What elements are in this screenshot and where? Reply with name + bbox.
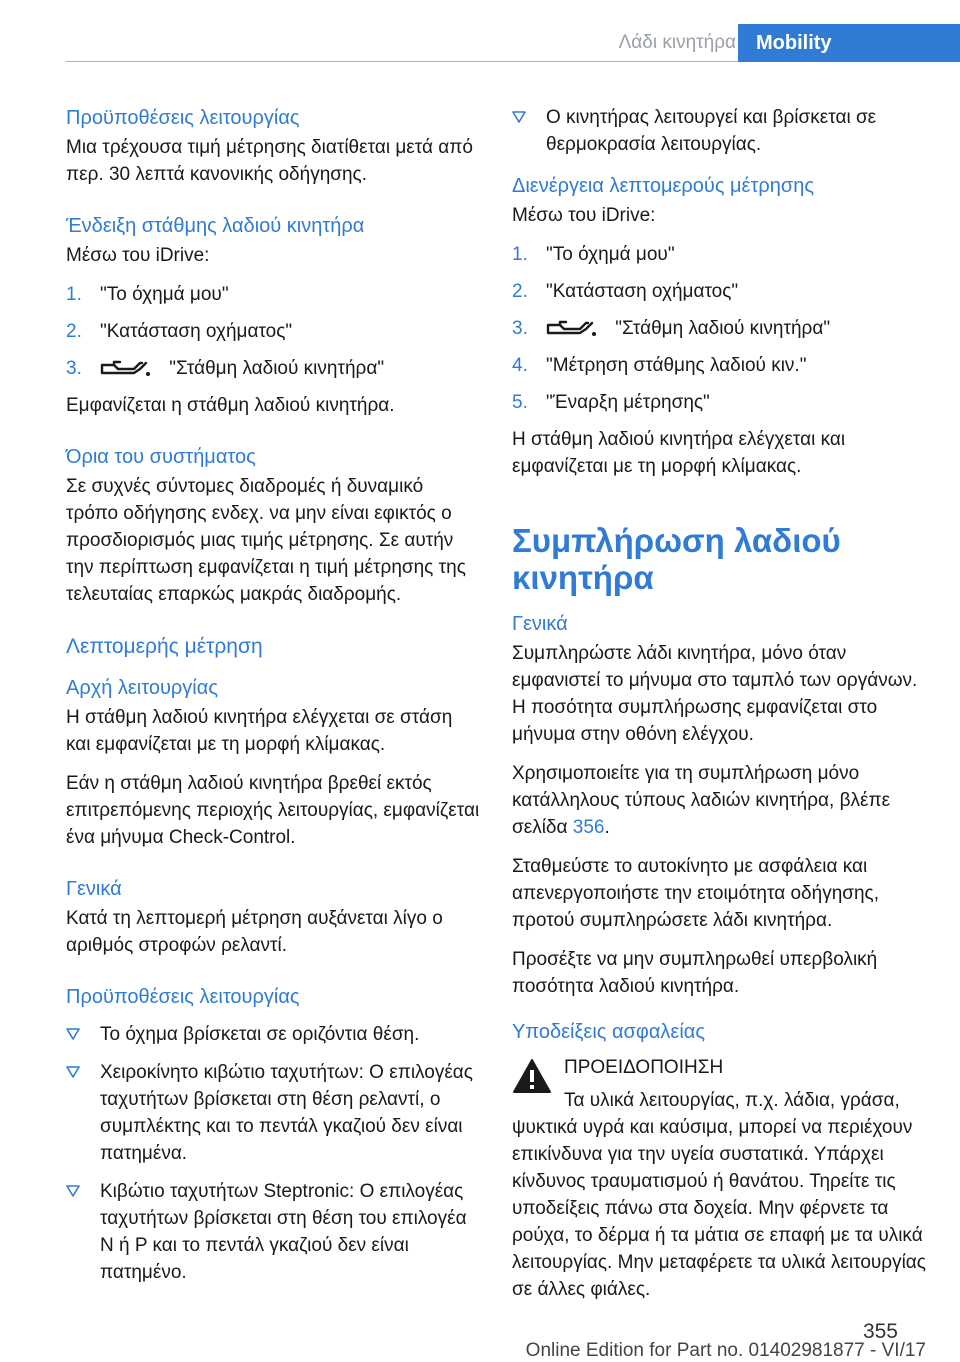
page-footer — [0, 1320, 960, 1360]
list-item — [512, 278, 926, 305]
step-number: 1. — [512, 244, 528, 265]
paragraph-prerequisites: Μια τρέχουσα τιμή μέτρησης διατίθεται μετά από περ. 30 λεπτά κανονικής οδήγησης. — [66, 137, 473, 185]
paragraph-general-2 — [512, 760, 926, 841]
heading-general: Γενικά — [66, 878, 122, 900]
step-text: "Το όχημά μου" — [546, 244, 675, 265]
steps-list — [512, 241, 926, 416]
list-item — [512, 315, 926, 342]
paragraph-general-4: Προσέξτε να μην συμπληρωθεί υπερβολική ποσότητα λαδιού κινητήρα. — [512, 949, 878, 997]
heading-perform-measurement: Διενέργεια λεπτομερούς μέτρησης — [512, 175, 814, 197]
list-item — [512, 389, 926, 416]
warning-triangle-icon — [512, 1058, 552, 1094]
warning-block — [512, 1054, 926, 1303]
paragraph-level-checked: Η στάθμη λαδιού κινητήρα ελέγχεται και εμφανίζεται με τη μορφή κλίμακας. — [512, 429, 846, 477]
paragraph-via-idrive: Μέσω του iDrive: — [66, 245, 210, 266]
step-text: "Έναρξη μέτρησης" — [546, 392, 710, 413]
step-text: "Κατάσταση οχήματος" — [100, 321, 293, 342]
heading-principle: Αρχή λειτουργίας — [66, 677, 218, 699]
heading-general: Γενικά — [512, 613, 568, 635]
list-item — [66, 355, 480, 382]
steps-list — [66, 281, 480, 382]
list-item — [512, 352, 926, 379]
page-number: 355 — [862, 1320, 898, 1343]
step-text: "Κατάσταση οχήματος" — [546, 281, 739, 302]
list-item — [66, 1178, 480, 1286]
paragraph-principle-2: Εάν η στάθμη λαδιού κινητήρα βρεθεί εκτός επιτρεπόμενης περιοχής λειτουργίας, εμφανίζεται ένα μήνυμα Check-Control. — [66, 773, 480, 848]
list-item — [512, 241, 926, 268]
heading-prerequisites: Προϋποθέσεις λειτουργίας — [66, 107, 300, 129]
heading-prerequisites-2: Προϋποθέσεις λειτουργίας — [66, 986, 300, 1008]
bullet-text: Κιβώτιο ταχυτήτων Steptronic: Ο επιλογέας ταχυτήτων βρίσκεται στη θέση του επιλογέα N ή P και το πεντάλ γκαζιού δεν είναι πατημένο. — [100, 1181, 467, 1283]
warning-text-first: Τα υλικά λειτουργίας, π.χ. λάδια, γράσα, — [564, 1090, 900, 1111]
triangle-bullet-icon — [66, 1184, 80, 1198]
warning-title: ΠΡΟΕΙΔΟΠΟΙΗΣΗ — [564, 1057, 724, 1078]
paragraph-general-3: Σταθμεύστε το αυτοκίνητο με ασφάλεια και απενεργοποιήστε την ετοιμότητα οδήγησης, προτού συμπληρώσετε λάδι κινητήρα. — [512, 856, 879, 931]
bullet-text: Ο κινητήρας λειτουργεί και βρίσκεται σε θερμοκρασία λειτουργίας. — [546, 107, 877, 155]
step-text: "Στάθμη λαδιού κινητήρα" — [169, 358, 385, 379]
step-number: 5. — [512, 392, 528, 413]
header-chapter-tab[interactable]: Mobility — [738, 24, 960, 62]
bullet-text: Χειροκίνητο κιβώτιο ταχυτήτων: Ο επιλογέας ταχυτήτων βρίσκεται στη θέση ρελαντί, ο συμπλέκτης και το πεντάλ γκαζιού δεν είναι πατημένα. — [100, 1062, 473, 1164]
left-column — [66, 104, 480, 1298]
list-item — [512, 104, 926, 158]
list-item — [66, 281, 480, 308]
heading-system-limits: Όρια του συστήματος — [66, 446, 256, 468]
triangle-bullet-icon — [66, 1065, 80, 1079]
step-number: 4. — [512, 355, 528, 376]
list-item — [66, 318, 480, 345]
triangle-bullet-icon — [66, 1027, 80, 1041]
header-section-title: Λάδι κινητήρα — [618, 32, 736, 53]
paragraph-system-limits: Σε συχνές σύντομες διαδρομές ή δυναμικό τρόπο οδήγησης ενδεχ. να μην είναι εφικτός ο προσδιορισμός μιας τιμής μέτρησης. Σε αυτήν την περίπτωση εμφανίζεται η τιμή μέτρησης της τελευταίας επαρκώς μακράς διαδρομής. — [66, 476, 466, 605]
page-link[interactable]: 356 — [572, 817, 605, 838]
paragraph-via-idrive: Μέσω του iDrive: — [512, 205, 656, 226]
list-item — [66, 1059, 480, 1167]
page-header — [66, 24, 960, 62]
step-number: 3. — [512, 318, 528, 339]
paragraph-general-1: Συμπληρώστε λάδι κινητήρα, μόνο όταν εμφανιστεί το μήνυμα στο ταμπλό των οργάνων. Η ποσότητα συμπλήρωσης εμφανίζεται στο μήνυμα στην οθόνη ελέγχου. — [512, 643, 918, 745]
step-text: "Το όχημά μου" — [100, 284, 229, 305]
bullet-text: Το όχημα βρίσκεται σε οριζόντια θέση. — [100, 1024, 420, 1045]
step-number: 2. — [66, 321, 82, 342]
paragraph-principle-1: Η στάθμη λαδιού κινητήρα ελέγχεται σε στάση και εμφανίζεται με τη μορφή κλίμακας. — [66, 707, 453, 755]
paragraph-text: . — [604, 817, 610, 838]
step-text: "Στάθμη λαδιού κινητήρα" — [615, 318, 831, 339]
bullet-list — [66, 1021, 480, 1286]
heading-oil-topup: Συμπλήρωση λαδιού κινητήρα — [512, 522, 841, 596]
paragraph-text: Χρησιμοποιείτε για τη συμπλήρωση μόνο κατάλληλους τύπους λαδιών κινητήρα, βλέπε σελίδα — [512, 763, 891, 838]
paragraph-level-shown: Εμφανίζεται η στάθμη λαδιού κινητήρα. — [66, 395, 395, 416]
step-number: 1. — [66, 284, 82, 305]
right-column — [512, 104, 926, 1303]
heading-safety: Υποδείξεις ασφαλείας — [512, 1021, 705, 1043]
step-number: 3. — [66, 358, 82, 379]
list-item — [66, 1021, 480, 1048]
car-oil-icon — [100, 359, 152, 379]
car-oil-icon — [546, 319, 598, 339]
edition-note: Online Edition for Part no. 01402981877 - VI/17 — [525, 1340, 926, 1361]
heading-oil-level-display: Ένδειξη στάθμης λαδιού κινητήρα — [66, 215, 365, 237]
heading-detailed-measurement: Λεπτομερής μέτρηση — [66, 635, 263, 658]
paragraph-general: Κατά τη λεπτομερή μέτρηση αυξάνεται λίγο ο αριθμός στροφών ρελαντί. — [66, 908, 443, 956]
step-number: 2. — [512, 281, 528, 302]
step-text: "Μέτρηση στάθμης λαδιού κιν." — [546, 355, 807, 376]
triangle-bullet-icon — [512, 110, 526, 124]
warning-text: ψυκτικά υγρά και καύσιμα, μπορεί να περιέχουν επικίνδυνα για την υγεία συστατικά. Υπάρχει κίνδυνος τραυματισμού ή θανάτου. Τηρείτε τις υποδείξεις πάνω στα δοχεία. Μην φέρνετε τα ρούχα, το δέρμα ή τα μάτια σε επαφή με τα υλικά λειτουργίας. Μην μεταφέρετε τα υλικά λειτουργίας σε άλλες φιάλες. — [512, 1117, 926, 1300]
bullet-list — [512, 104, 926, 158]
